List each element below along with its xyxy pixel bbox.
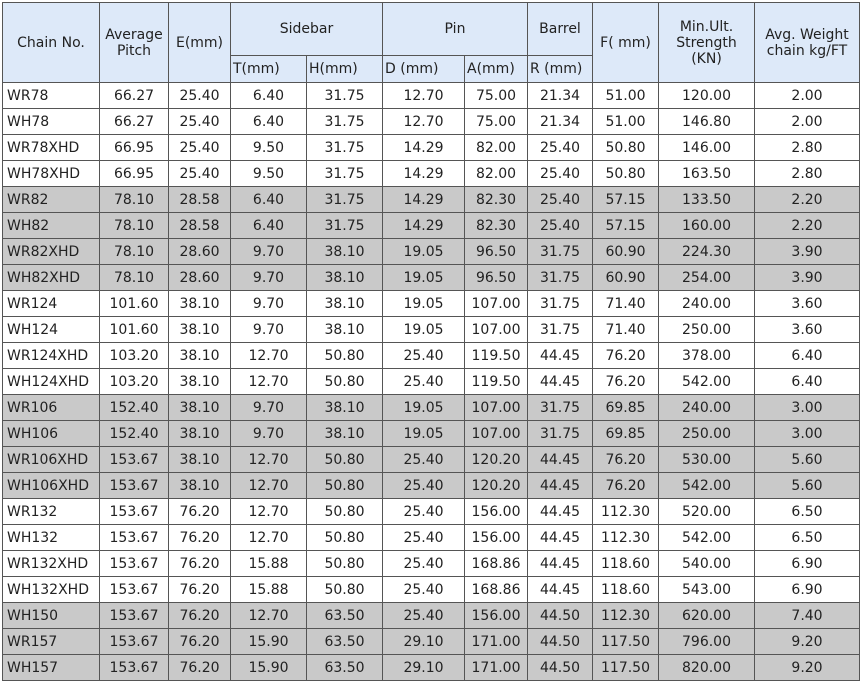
header-barrel-r: R (mm) <box>528 56 593 83</box>
cell-pin-a: 156.00 <box>465 525 528 551</box>
cell-avg-weight: 6.50 <box>755 499 860 525</box>
cell-barrel-r: 44.45 <box>528 447 593 473</box>
cell-barrel-r: 44.45 <box>528 525 593 551</box>
cell-chain-no: WH106 <box>3 421 100 447</box>
cell-avg-weight: 2.20 <box>755 187 860 213</box>
cell-pin-d: 19.05 <box>383 421 465 447</box>
cell-min-ult-strength: 820.00 <box>659 655 755 681</box>
cell-sidebar-h: 38.10 <box>307 395 383 421</box>
cell-chain-no: WR124XHD <box>3 343 100 369</box>
cell-min-ult-strength: 542.00 <box>659 473 755 499</box>
cell-sidebar-t: 6.40 <box>231 83 307 109</box>
table-row <box>3 603 860 629</box>
cell-average-pitch: 103.20 <box>100 343 169 369</box>
cell-min-ult-strength: 520.00 <box>659 499 755 525</box>
cell-avg-weight: 6.40 <box>755 343 860 369</box>
table-row <box>3 83 860 109</box>
cell-average-pitch: 153.67 <box>100 473 169 499</box>
cell-f-mm: 57.15 <box>593 213 659 239</box>
cell-min-ult-strength: 250.00 <box>659 317 755 343</box>
cell-f-mm: 118.60 <box>593 551 659 577</box>
cell-sidebar-h: 31.75 <box>307 109 383 135</box>
cell-e-mm: 28.58 <box>169 187 231 213</box>
cell-average-pitch: 78.10 <box>100 239 169 265</box>
cell-e-mm: 38.10 <box>169 421 231 447</box>
cell-pin-a: 82.30 <box>465 187 528 213</box>
cell-pin-d: 14.29 <box>383 213 465 239</box>
cell-average-pitch: 153.67 <box>100 551 169 577</box>
cell-f-mm: 50.80 <box>593 135 659 161</box>
cell-e-mm: 38.10 <box>169 317 231 343</box>
cell-avg-weight: 9.20 <box>755 629 860 655</box>
cell-pin-a: 82.30 <box>465 213 528 239</box>
cell-average-pitch: 66.95 <box>100 135 169 161</box>
cell-sidebar-h: 50.80 <box>307 577 383 603</box>
cell-pin-a: 107.00 <box>465 395 528 421</box>
cell-pin-d: 14.29 <box>383 135 465 161</box>
cell-avg-weight: 7.40 <box>755 603 860 629</box>
cell-e-mm: 76.20 <box>169 655 231 681</box>
table-row <box>3 421 860 447</box>
cell-pin-a: 75.00 <box>465 109 528 135</box>
cell-e-mm: 28.60 <box>169 265 231 291</box>
cell-barrel-r: 44.50 <box>528 655 593 681</box>
cell-f-mm: 50.80 <box>593 161 659 187</box>
cell-sidebar-h: 31.75 <box>307 161 383 187</box>
cell-avg-weight: 3.00 <box>755 421 860 447</box>
cell-chain-no: WH150 <box>3 603 100 629</box>
cell-e-mm: 28.60 <box>169 239 231 265</box>
cell-chain-no: WR132XHD <box>3 551 100 577</box>
cell-e-mm: 38.10 <box>169 343 231 369</box>
cell-f-mm: 57.15 <box>593 187 659 213</box>
table-row <box>3 473 860 499</box>
cell-barrel-r: 25.40 <box>528 161 593 187</box>
cell-min-ult-strength: 796.00 <box>659 629 755 655</box>
cell-e-mm: 76.20 <box>169 577 231 603</box>
table-row <box>3 525 860 551</box>
table-row <box>3 239 860 265</box>
cell-sidebar-t: 9.70 <box>231 291 307 317</box>
cell-pin-a: 107.00 <box>465 317 528 343</box>
cell-e-mm: 38.10 <box>169 291 231 317</box>
cell-sidebar-h: 38.10 <box>307 239 383 265</box>
cell-e-mm: 38.10 <box>169 395 231 421</box>
cell-chain-no: WR82XHD <box>3 239 100 265</box>
cell-pin-d: 29.10 <box>383 655 465 681</box>
header-average-pitch: Average Pitch <box>100 3 169 83</box>
table-row <box>3 135 860 161</box>
cell-f-mm: 76.20 <box>593 473 659 499</box>
cell-sidebar-t: 12.70 <box>231 447 307 473</box>
cell-average-pitch: 66.95 <box>100 161 169 187</box>
header-avg-weight: Avg. Weight chain kg/FT <box>755 3 860 83</box>
cell-chain-no: WR82 <box>3 187 100 213</box>
cell-chain-no: WH78XHD <box>3 161 100 187</box>
cell-average-pitch: 66.27 <box>100 109 169 135</box>
cell-min-ult-strength: 146.80 <box>659 109 755 135</box>
table-row <box>3 187 860 213</box>
header-sidebar-t: T(mm) <box>231 56 307 83</box>
cell-pin-d: 25.40 <box>383 525 465 551</box>
cell-chain-no: WR78 <box>3 83 100 109</box>
cell-chain-no: WH82 <box>3 213 100 239</box>
cell-pin-d: 25.40 <box>383 473 465 499</box>
header-pin-d: D (mm) <box>383 56 465 83</box>
cell-e-mm: 25.40 <box>169 109 231 135</box>
cell-pin-d: 12.70 <box>383 109 465 135</box>
cell-sidebar-h: 50.80 <box>307 551 383 577</box>
cell-avg-weight: 9.20 <box>755 655 860 681</box>
table-row <box>3 291 860 317</box>
table-row <box>3 551 860 577</box>
cell-pin-d: 25.40 <box>383 369 465 395</box>
cell-average-pitch: 152.40 <box>100 421 169 447</box>
cell-pin-d: 19.05 <box>383 291 465 317</box>
cell-sidebar-t: 6.40 <box>231 109 307 135</box>
cell-e-mm: 76.20 <box>169 551 231 577</box>
cell-barrel-r: 25.40 <box>528 135 593 161</box>
cell-pin-a: 119.50 <box>465 343 528 369</box>
cell-pin-a: 107.00 <box>465 291 528 317</box>
cell-pin-a: 107.00 <box>465 421 528 447</box>
cell-barrel-r: 44.50 <box>528 629 593 655</box>
cell-f-mm: 112.30 <box>593 499 659 525</box>
cell-min-ult-strength: 540.00 <box>659 551 755 577</box>
cell-f-mm: 76.20 <box>593 369 659 395</box>
cell-min-ult-strength: 163.50 <box>659 161 755 187</box>
cell-chain-no: WH132 <box>3 525 100 551</box>
cell-min-ult-strength: 254.00 <box>659 265 755 291</box>
cell-avg-weight: 6.50 <box>755 525 860 551</box>
cell-pin-d: 29.10 <box>383 629 465 655</box>
cell-sidebar-t: 12.70 <box>231 525 307 551</box>
cell-min-ult-strength: 120.00 <box>659 83 755 109</box>
cell-sidebar-t: 9.50 <box>231 135 307 161</box>
cell-average-pitch: 78.10 <box>100 187 169 213</box>
table-row <box>3 629 860 655</box>
table-row <box>3 499 860 525</box>
cell-barrel-r: 25.40 <box>528 213 593 239</box>
cell-barrel-r: 44.50 <box>528 603 593 629</box>
cell-pin-d: 25.40 <box>383 551 465 577</box>
cell-f-mm: 112.30 <box>593 525 659 551</box>
cell-pin-d: 25.40 <box>383 343 465 369</box>
cell-pin-d: 14.29 <box>383 161 465 187</box>
cell-avg-weight: 6.40 <box>755 369 860 395</box>
header-barrel: Barrel <box>528 3 593 56</box>
cell-min-ult-strength: 378.00 <box>659 343 755 369</box>
cell-chain-no: WR132 <box>3 499 100 525</box>
cell-avg-weight: 2.80 <box>755 161 860 187</box>
cell-average-pitch: 153.67 <box>100 525 169 551</box>
cell-sidebar-t: 9.70 <box>231 265 307 291</box>
cell-chain-no: WR78XHD <box>3 135 100 161</box>
cell-sidebar-h: 31.75 <box>307 187 383 213</box>
cell-min-ult-strength: 240.00 <box>659 395 755 421</box>
cell-pin-a: 168.86 <box>465 577 528 603</box>
cell-avg-weight: 3.60 <box>755 317 860 343</box>
cell-avg-weight: 5.60 <box>755 473 860 499</box>
header-e-mm: E(mm) <box>169 3 231 83</box>
cell-average-pitch: 153.67 <box>100 447 169 473</box>
cell-pin-d: 14.29 <box>383 187 465 213</box>
cell-sidebar-t: 15.90 <box>231 655 307 681</box>
table-row <box>3 369 860 395</box>
cell-min-ult-strength: 620.00 <box>659 603 755 629</box>
cell-sidebar-t: 15.88 <box>231 577 307 603</box>
cell-average-pitch: 153.67 <box>100 603 169 629</box>
cell-barrel-r: 44.45 <box>528 369 593 395</box>
cell-pin-a: 120.20 <box>465 473 528 499</box>
table-row <box>3 447 860 473</box>
cell-barrel-r: 44.45 <box>528 343 593 369</box>
table-row <box>3 577 860 603</box>
cell-barrel-r: 21.34 <box>528 109 593 135</box>
cell-pin-a: 82.00 <box>465 135 528 161</box>
cell-e-mm: 28.58 <box>169 213 231 239</box>
cell-barrel-r: 31.75 <box>528 265 593 291</box>
cell-pin-a: 171.00 <box>465 655 528 681</box>
cell-chain-no: WR124 <box>3 291 100 317</box>
cell-barrel-r: 44.45 <box>528 551 593 577</box>
cell-sidebar-t: 6.40 <box>231 187 307 213</box>
cell-sidebar-h: 63.50 <box>307 603 383 629</box>
cell-average-pitch: 101.60 <box>100 291 169 317</box>
cell-min-ult-strength: 542.00 <box>659 525 755 551</box>
header-sidebar: Sidebar <box>231 3 383 56</box>
cell-average-pitch: 101.60 <box>100 317 169 343</box>
cell-avg-weight: 2.00 <box>755 83 860 109</box>
cell-pin-a: 171.00 <box>465 629 528 655</box>
cell-f-mm: 69.85 <box>593 421 659 447</box>
cell-sidebar-h: 38.10 <box>307 317 383 343</box>
cell-sidebar-t: 12.70 <box>231 473 307 499</box>
header-pin-a: A(mm) <box>465 56 528 83</box>
table-row <box>3 343 860 369</box>
cell-sidebar-h: 50.80 <box>307 525 383 551</box>
cell-pin-a: 168.86 <box>465 551 528 577</box>
cell-sidebar-h: 31.75 <box>307 83 383 109</box>
cell-f-mm: 60.90 <box>593 265 659 291</box>
cell-sidebar-t: 9.70 <box>231 395 307 421</box>
cell-average-pitch: 153.67 <box>100 629 169 655</box>
cell-min-ult-strength: 543.00 <box>659 577 755 603</box>
cell-chain-no: WR106XHD <box>3 447 100 473</box>
cell-min-ult-strength: 160.00 <box>659 213 755 239</box>
cell-f-mm: 51.00 <box>593 83 659 109</box>
cell-chain-no: WH132XHD <box>3 577 100 603</box>
cell-sidebar-h: 50.80 <box>307 473 383 499</box>
header-min-ult-strength: Min.Ult. Strength (KN) <box>659 3 755 83</box>
cell-pin-d: 19.05 <box>383 265 465 291</box>
cell-f-mm: 118.60 <box>593 577 659 603</box>
cell-min-ult-strength: 146.00 <box>659 135 755 161</box>
cell-barrel-r: 44.45 <box>528 577 593 603</box>
cell-min-ult-strength: 542.00 <box>659 369 755 395</box>
cell-sidebar-t: 9.70 <box>231 317 307 343</box>
cell-sidebar-t: 12.70 <box>231 603 307 629</box>
cell-sidebar-t: 9.70 <box>231 239 307 265</box>
cell-pin-a: 75.00 <box>465 83 528 109</box>
cell-avg-weight: 2.80 <box>755 135 860 161</box>
cell-sidebar-h: 63.50 <box>307 655 383 681</box>
cell-e-mm: 25.40 <box>169 161 231 187</box>
cell-pin-a: 96.50 <box>465 265 528 291</box>
cell-sidebar-h: 38.10 <box>307 291 383 317</box>
cell-pin-d: 19.05 <box>383 317 465 343</box>
cell-f-mm: 112.30 <box>593 603 659 629</box>
table-body <box>3 83 860 681</box>
cell-e-mm: 25.40 <box>169 135 231 161</box>
cell-sidebar-h: 50.80 <box>307 447 383 473</box>
cell-barrel-r: 31.75 <box>528 395 593 421</box>
table-row <box>3 213 860 239</box>
cell-sidebar-h: 50.80 <box>307 499 383 525</box>
cell-pin-a: 120.20 <box>465 447 528 473</box>
cell-e-mm: 25.40 <box>169 83 231 109</box>
cell-chain-no: WH124 <box>3 317 100 343</box>
cell-sidebar-t: 12.70 <box>231 369 307 395</box>
cell-avg-weight: 3.60 <box>755 291 860 317</box>
cell-pin-d: 19.05 <box>383 239 465 265</box>
cell-e-mm: 38.10 <box>169 369 231 395</box>
cell-chain-no: WR157 <box>3 629 100 655</box>
cell-sidebar-h: 50.80 <box>307 343 383 369</box>
cell-avg-weight: 6.90 <box>755 551 860 577</box>
cell-pin-a: 156.00 <box>465 499 528 525</box>
cell-pin-a: 96.50 <box>465 239 528 265</box>
cell-sidebar-h: 31.75 <box>307 135 383 161</box>
cell-barrel-r: 21.34 <box>528 83 593 109</box>
table-row <box>3 161 860 187</box>
cell-f-mm: 76.20 <box>593 343 659 369</box>
cell-pin-d: 25.40 <box>383 603 465 629</box>
cell-sidebar-h: 50.80 <box>307 369 383 395</box>
cell-e-mm: 76.20 <box>169 525 231 551</box>
cell-f-mm: 60.90 <box>593 239 659 265</box>
cell-chain-no: WH78 <box>3 109 100 135</box>
cell-f-mm: 71.40 <box>593 291 659 317</box>
header-chain-no: Chain No. <box>3 3 100 83</box>
table-row <box>3 109 860 135</box>
cell-f-mm: 69.85 <box>593 395 659 421</box>
cell-min-ult-strength: 224.30 <box>659 239 755 265</box>
cell-pin-d: 12.70 <box>383 83 465 109</box>
cell-min-ult-strength: 250.00 <box>659 421 755 447</box>
cell-pin-d: 19.05 <box>383 395 465 421</box>
cell-chain-no: WH157 <box>3 655 100 681</box>
cell-f-mm: 76.20 <box>593 447 659 473</box>
cell-avg-weight: 3.00 <box>755 395 860 421</box>
cell-sidebar-t: 9.50 <box>231 161 307 187</box>
cell-chain-no: WH82XHD <box>3 265 100 291</box>
cell-average-pitch: 78.10 <box>100 213 169 239</box>
cell-sidebar-h: 31.75 <box>307 213 383 239</box>
cell-pin-d: 25.40 <box>383 577 465 603</box>
table-row <box>3 317 860 343</box>
table-row <box>3 655 860 681</box>
cell-average-pitch: 152.40 <box>100 395 169 421</box>
cell-pin-d: 25.40 <box>383 499 465 525</box>
cell-sidebar-t: 12.70 <box>231 499 307 525</box>
cell-avg-weight: 5.60 <box>755 447 860 473</box>
header-f-mm: F( mm) <box>593 3 659 83</box>
cell-pin-d: 25.40 <box>383 447 465 473</box>
cell-f-mm: 71.40 <box>593 317 659 343</box>
cell-average-pitch: 153.67 <box>100 655 169 681</box>
cell-pin-a: 156.00 <box>465 603 528 629</box>
cell-avg-weight: 2.20 <box>755 213 860 239</box>
cell-pin-a: 82.00 <box>465 161 528 187</box>
cell-average-pitch: 153.67 <box>100 577 169 603</box>
chain-spec-table <box>2 2 860 681</box>
cell-average-pitch: 78.10 <box>100 265 169 291</box>
cell-average-pitch: 153.67 <box>100 499 169 525</box>
cell-min-ult-strength: 240.00 <box>659 291 755 317</box>
cell-avg-weight: 2.00 <box>755 109 860 135</box>
cell-sidebar-t: 9.70 <box>231 421 307 447</box>
cell-chain-no: WH124XHD <box>3 369 100 395</box>
cell-pin-a: 119.50 <box>465 369 528 395</box>
cell-sidebar-t: 12.70 <box>231 343 307 369</box>
cell-e-mm: 76.20 <box>169 499 231 525</box>
cell-barrel-r: 44.45 <box>528 499 593 525</box>
cell-barrel-r: 44.45 <box>528 473 593 499</box>
cell-sidebar-t: 15.90 <box>231 629 307 655</box>
cell-chain-no: WR106 <box>3 395 100 421</box>
cell-barrel-r: 25.40 <box>528 187 593 213</box>
cell-barrel-r: 31.75 <box>528 239 593 265</box>
cell-average-pitch: 103.20 <box>100 369 169 395</box>
cell-f-mm: 117.50 <box>593 655 659 681</box>
cell-avg-weight: 6.90 <box>755 577 860 603</box>
cell-sidebar-h: 38.10 <box>307 421 383 447</box>
cell-barrel-r: 31.75 <box>528 317 593 343</box>
cell-e-mm: 38.10 <box>169 473 231 499</box>
cell-sidebar-t: 15.88 <box>231 551 307 577</box>
cell-avg-weight: 3.90 <box>755 265 860 291</box>
cell-sidebar-h: 38.10 <box>307 265 383 291</box>
cell-f-mm: 117.50 <box>593 629 659 655</box>
table-row <box>3 395 860 421</box>
header-pin: Pin <box>383 3 528 56</box>
header-sidebar-h: H(mm) <box>307 56 383 83</box>
cell-f-mm: 51.00 <box>593 109 659 135</box>
cell-e-mm: 38.10 <box>169 447 231 473</box>
cell-min-ult-strength: 133.50 <box>659 187 755 213</box>
cell-average-pitch: 66.27 <box>100 83 169 109</box>
cell-sidebar-t: 6.40 <box>231 213 307 239</box>
cell-e-mm: 76.20 <box>169 629 231 655</box>
cell-avg-weight: 3.90 <box>755 239 860 265</box>
cell-min-ult-strength: 530.00 <box>659 447 755 473</box>
cell-e-mm: 76.20 <box>169 603 231 629</box>
cell-chain-no: WH106XHD <box>3 473 100 499</box>
table-row <box>3 265 860 291</box>
cell-barrel-r: 31.75 <box>528 291 593 317</box>
cell-sidebar-h: 63.50 <box>307 629 383 655</box>
cell-barrel-r: 31.75 <box>528 421 593 447</box>
